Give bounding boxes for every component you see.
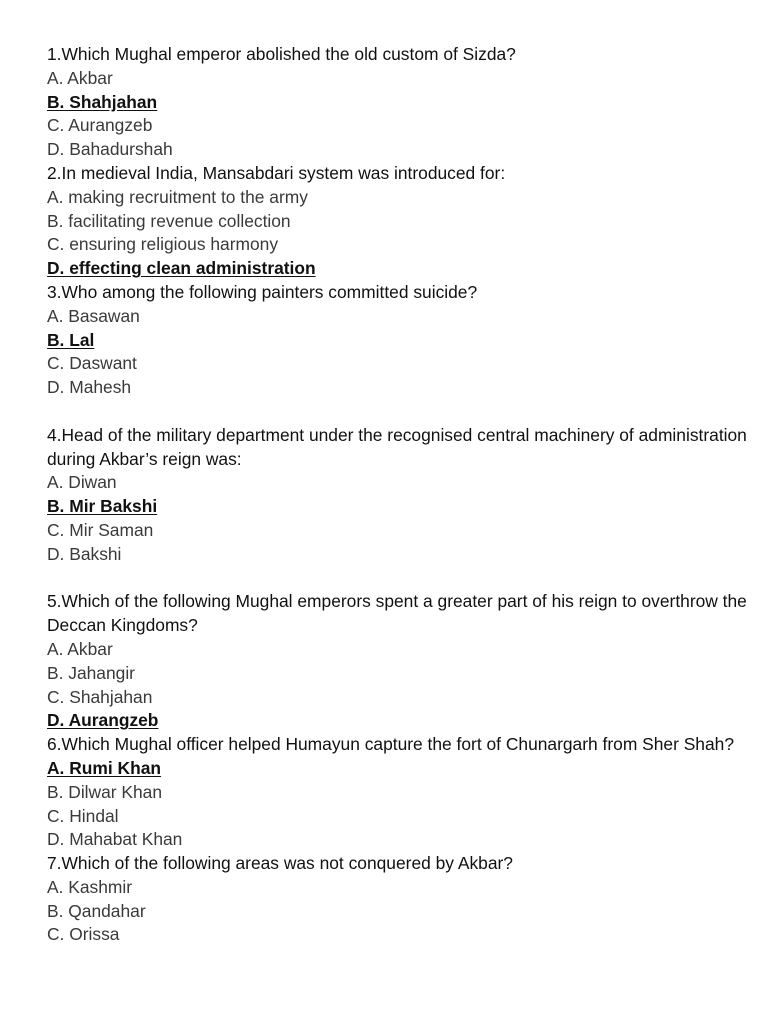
option-b-correct-answer: B. Mir Bakshi <box>47 496 158 517</box>
option-b: B. Qandahar <box>47 900 146 921</box>
option-a: A. making recruitment to the army <box>47 186 308 207</box>
option-a: A. Kashmir <box>47 876 133 897</box>
option-d: D. Bakshi <box>47 543 122 564</box>
option-b-correct-answer: B. Shahjahan <box>47 91 158 112</box>
question-text: 2.In medieval India, Mansabdari system was introduced for: <box>47 162 506 183</box>
question-text: 6.Which Mughal officer helped Humayun capture the fort of Chunargarh from Sher Shah? <box>47 734 734 755</box>
option-c: C. Aurangzeb <box>47 115 153 136</box>
option-b: B. facilitating revenue collection <box>47 210 291 231</box>
option-a: A. Basawan <box>47 305 140 326</box>
option-b: B. Dilwar Khan <box>47 781 163 802</box>
quiz-document <box>47 43 747 947</box>
option-d: D. Bahadurshah <box>47 139 173 160</box>
option-b-correct-answer: B. Lal <box>47 329 95 350</box>
question-block <box>47 590 747 733</box>
question-block <box>47 281 747 400</box>
blank-line <box>47 567 747 591</box>
question-text: 7.Which of the following areas was not conquered by Akbar? <box>47 853 513 874</box>
question-block <box>47 43 747 162</box>
option-a: A. Diwan <box>47 472 117 493</box>
option-a: A. Akbar <box>47 638 113 659</box>
question-block <box>47 852 747 947</box>
question-block <box>47 424 747 567</box>
question-block <box>47 733 747 852</box>
question-text: 5.Which of the following Mughal emperors spent a greater part of his reign to overthrow the Deccan Kingdoms? <box>47 591 747 636</box>
option-d: D. Mahabat Khan <box>47 829 183 850</box>
option-d: D. Mahesh <box>47 377 132 398</box>
option-c: C. ensuring religious harmony <box>47 234 279 255</box>
question-text: 3.Who among the following painters committed suicide? <box>47 281 478 302</box>
option-a-correct-answer: A. Rumi Khan <box>47 757 162 778</box>
option-b: B. Jahangir <box>47 662 135 683</box>
option-a: A. Akbar <box>47 67 113 88</box>
option-c: C. Daswant <box>47 353 137 374</box>
option-c: C. Mir Saman <box>47 519 154 540</box>
option-d-correct-answer: D. Aurangzeb <box>47 710 159 731</box>
option-d-correct-answer: D. effecting clean administration <box>47 258 316 279</box>
option-c: C. Orissa <box>47 924 120 945</box>
question-text: 4.Head of the military department under the recognised central machinery of administration during Akbar’s reign was: <box>47 424 747 469</box>
question-block <box>47 162 747 281</box>
option-c: C. Shahjahan <box>47 686 153 707</box>
question-text: 1.Which Mughal emperor abolished the old custom of Sizda? <box>47 44 516 64</box>
blank-line <box>47 400 747 424</box>
option-c: C. Hindal <box>47 805 119 826</box>
